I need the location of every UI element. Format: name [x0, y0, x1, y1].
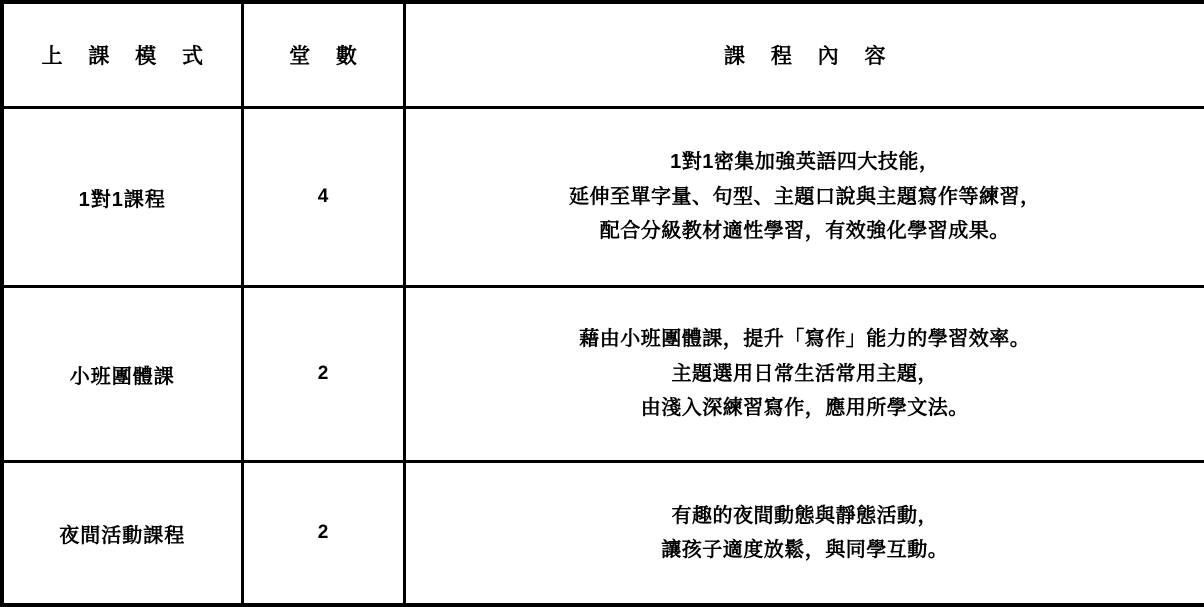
content-line: 主題選用日常生活常用主題，	[406, 357, 1204, 391]
content-line: 有趣的夜間動態與靜態活動，	[406, 499, 1204, 533]
content-line: 延伸至單字量、句型、主題口說與主題寫作等練習，	[406, 180, 1204, 214]
header-mode: 上 課 模 式	[2, 2, 242, 108]
cell-mode: 小班團體課	[2, 287, 242, 462]
cell-mode: 夜間活動課程	[2, 462, 242, 606]
content-line: 配合分級教材適性學習，有效強化學習成果。	[406, 214, 1204, 248]
cell-count: 2	[242, 287, 404, 462]
cell-count: 2	[242, 462, 404, 606]
cell-count: 4	[242, 108, 404, 287]
cell-content	[404, 108, 1204, 287]
table-row	[2, 108, 1204, 287]
header-content: 課 程 內 容	[404, 2, 1204, 108]
cell-content	[404, 462, 1204, 606]
content-line: 藉由小班團體課，提升「寫作」能力的學習效率。	[406, 322, 1204, 356]
content-line: 1對1密集加強英語四大技能，	[406, 145, 1204, 179]
table-row	[2, 287, 1204, 462]
cell-content	[404, 287, 1204, 462]
table-body	[2, 108, 1204, 606]
cell-mode: 1對1課程	[2, 108, 242, 287]
content-line: 讓孩子適度放鬆，與同學互動。	[406, 533, 1204, 567]
table-header	[2, 2, 1204, 108]
content-line: 由淺入深練習寫作，應用所學文法。	[406, 391, 1204, 425]
header-count: 堂 數	[242, 2, 404, 108]
table-row	[2, 462, 1204, 606]
table-header-row	[2, 2, 1204, 108]
